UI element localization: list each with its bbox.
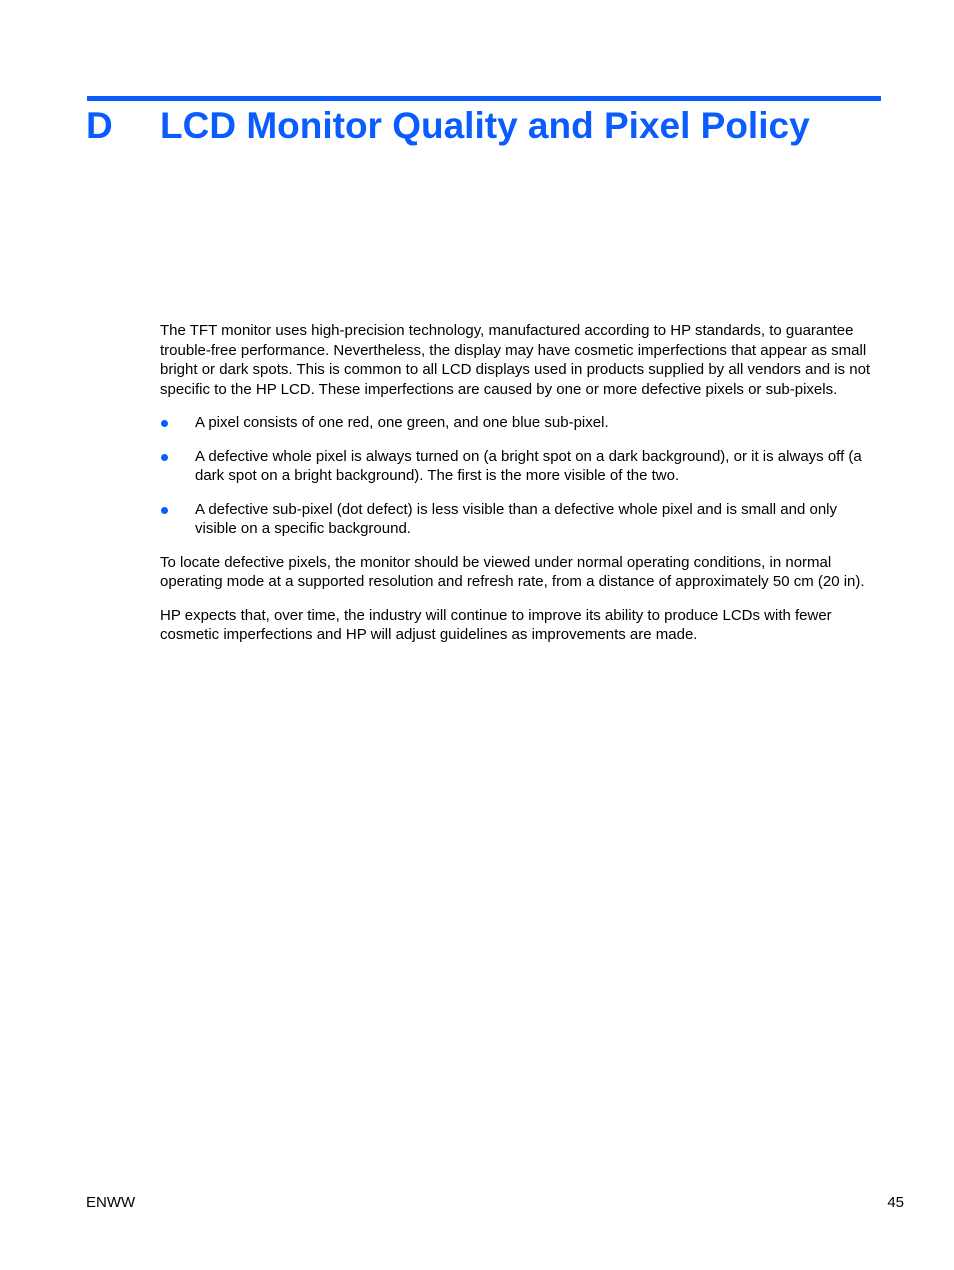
- bullet-dot-icon: [161, 420, 168, 427]
- body-content: [160, 321, 882, 659]
- improvement-paragraph: HP expects that, over time, the industry will continue to improve its ability to produce LCDs with fewer cosmetic imperfections and HP will adjust guidelines as improvements are made.: [160, 606, 832, 643]
- intro-paragraph: The TFT monitor uses high-precision technology, manufactured according to HP standards, to guarantee trouble-free performance. Nevertheless, the display may have cosmetic imperfections that appear as small bright or dark spots. This is common to all LCD displays used in products supplied by all vendors and is not specific to the HP LCD. These imperfections are caused by one or more defective pixels or sub-pixels.: [160, 322, 871, 398]
- chapter-letter: D: [86, 105, 113, 146]
- chapter-title: LCD Monitor Quality and Pixel Policy: [160, 105, 810, 146]
- list-item: [160, 413, 882, 433]
- bullet-list: [160, 413, 882, 539]
- footer-label: ENWW: [86, 1194, 136, 1211]
- list-item-text: A defective whole pixel is always turned on (a bright spot on a dark background), or it is always off (a dark spot on a bright background). The first is the more visible of the two.: [195, 447, 862, 484]
- list-item: [160, 447, 882, 486]
- list-item-text: A pixel consists of one red, one green, and one blue sub-pixel.: [195, 414, 609, 431]
- list-item-text: A defective sub-pixel (dot defect) is less visible than a defective whole pixel and is small and only visible on a specific background.: [195, 500, 838, 537]
- viewing-conditions-paragraph: To locate defective pixels, the monitor should be viewed under normal operating conditions, in normal operating mode at a supported resolution and refresh rate, from a distance of approximately 50 cm (20 in).: [160, 553, 865, 590]
- bullet-dot-icon: [161, 507, 168, 514]
- page-number: 45: [887, 1194, 904, 1211]
- chapter-header-rule: [87, 96, 881, 101]
- bullet-dot-icon: [161, 454, 168, 461]
- list-item: [160, 500, 882, 539]
